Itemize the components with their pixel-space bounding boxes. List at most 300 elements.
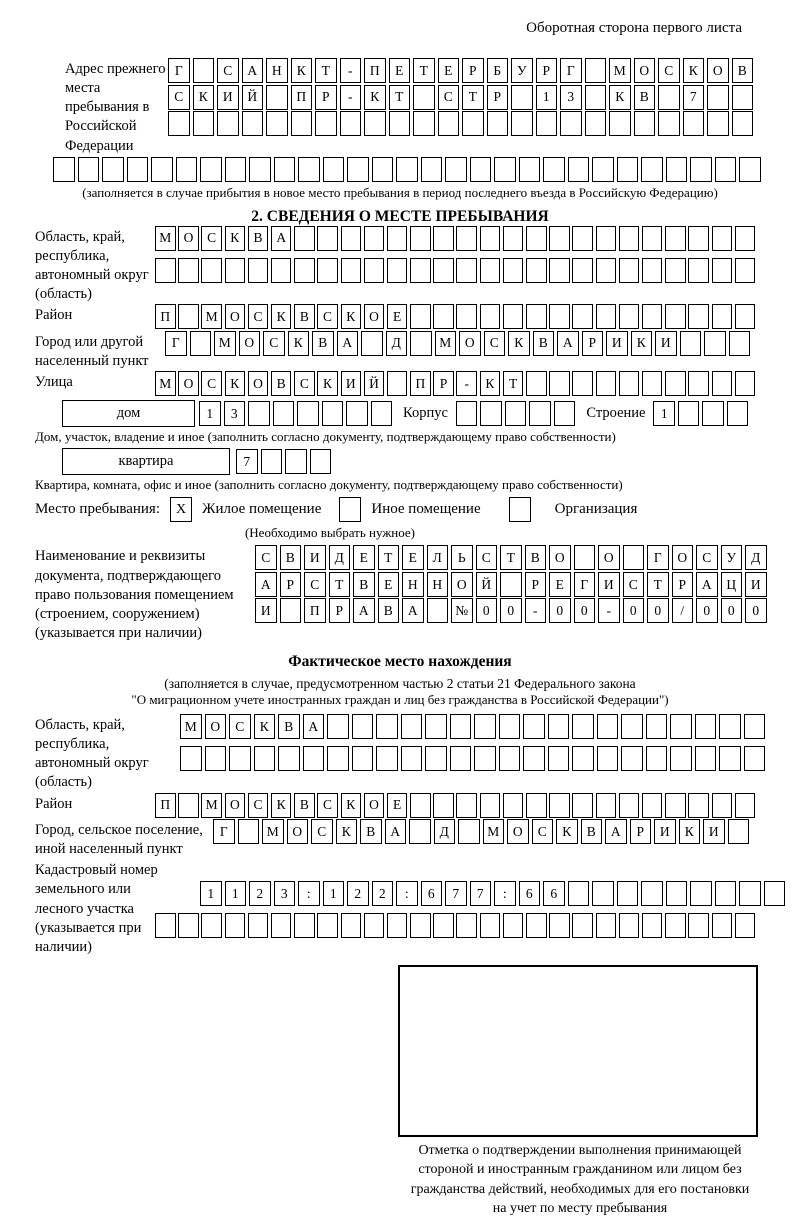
char-box[interactable]: Е bbox=[387, 304, 408, 329]
char-box[interactable]: М bbox=[435, 331, 457, 356]
char-box[interactable] bbox=[688, 793, 709, 818]
char-box[interactable]: И bbox=[217, 85, 239, 110]
char-box[interactable]: А bbox=[337, 331, 359, 356]
char-box[interactable] bbox=[494, 157, 516, 182]
char-box[interactable] bbox=[596, 913, 617, 938]
char-box[interactable]: О bbox=[672, 545, 694, 570]
char-box[interactable] bbox=[298, 157, 320, 182]
char-box[interactable] bbox=[735, 793, 756, 818]
char-box[interactable] bbox=[735, 258, 756, 283]
char-box[interactable]: Р bbox=[280, 572, 302, 597]
char-box[interactable] bbox=[273, 401, 295, 426]
char-box[interactable]: В bbox=[280, 545, 302, 570]
char-box[interactable]: С bbox=[484, 331, 506, 356]
char-box[interactable] bbox=[536, 111, 558, 136]
char-box[interactable]: 1 bbox=[323, 881, 345, 906]
char-box[interactable] bbox=[323, 157, 345, 182]
char-box[interactable] bbox=[178, 793, 199, 818]
char-box[interactable]: 2 bbox=[249, 881, 271, 906]
char-box[interactable] bbox=[190, 331, 212, 356]
char-box[interactable] bbox=[707, 85, 729, 110]
char-box[interactable] bbox=[572, 913, 593, 938]
char-box[interactable]: У bbox=[721, 545, 743, 570]
char-box[interactable] bbox=[592, 881, 614, 906]
char-box[interactable] bbox=[688, 371, 709, 396]
char-box[interactable]: К bbox=[609, 85, 631, 110]
char-box[interactable] bbox=[670, 746, 692, 771]
char-box[interactable] bbox=[425, 746, 447, 771]
char-box[interactable] bbox=[376, 746, 398, 771]
char-box[interactable]: Р bbox=[672, 572, 694, 597]
char-box[interactable]: Г bbox=[574, 572, 596, 597]
char-box[interactable]: С bbox=[255, 545, 277, 570]
char-box[interactable] bbox=[549, 793, 570, 818]
char-box[interactable] bbox=[658, 111, 680, 136]
char-box[interactable]: А bbox=[605, 819, 627, 844]
char-box[interactable] bbox=[548, 746, 570, 771]
char-box[interactable] bbox=[727, 401, 749, 426]
char-box[interactable]: Й bbox=[242, 85, 264, 110]
char-box[interactable]: С bbox=[658, 58, 680, 83]
char-box[interactable] bbox=[585, 111, 607, 136]
char-box[interactable] bbox=[242, 111, 264, 136]
char-box[interactable] bbox=[410, 793, 431, 818]
char-box[interactable] bbox=[341, 913, 362, 938]
char-box[interactable] bbox=[155, 258, 176, 283]
char-box[interactable]: П bbox=[410, 371, 431, 396]
char-box[interactable]: В bbox=[294, 793, 315, 818]
char-box[interactable]: 0 bbox=[476, 598, 498, 623]
char-box[interactable]: К bbox=[480, 371, 501, 396]
char-box[interactable] bbox=[712, 304, 733, 329]
char-box[interactable] bbox=[285, 449, 307, 474]
char-box[interactable] bbox=[248, 401, 270, 426]
char-box[interactable]: С bbox=[317, 304, 338, 329]
char-box[interactable] bbox=[572, 793, 593, 818]
char-box[interactable] bbox=[549, 371, 570, 396]
char-box[interactable] bbox=[560, 111, 582, 136]
char-box[interactable]: Р bbox=[433, 371, 454, 396]
char-box[interactable]: М bbox=[483, 819, 505, 844]
char-box[interactable]: О bbox=[707, 58, 729, 83]
char-box[interactable]: О bbox=[205, 714, 227, 739]
char-box[interactable]: К bbox=[341, 793, 362, 818]
char-box[interactable] bbox=[462, 111, 484, 136]
char-box[interactable]: О bbox=[178, 371, 199, 396]
char-box[interactable]: 1 bbox=[653, 401, 675, 426]
char-box[interactable]: Н bbox=[402, 572, 424, 597]
char-box[interactable] bbox=[193, 111, 215, 136]
char-box[interactable] bbox=[425, 714, 447, 739]
char-box[interactable] bbox=[410, 258, 431, 283]
char-box[interactable] bbox=[678, 401, 700, 426]
char-box[interactable] bbox=[389, 111, 411, 136]
char-box[interactable] bbox=[688, 304, 709, 329]
char-box[interactable] bbox=[151, 157, 173, 182]
char-box[interactable] bbox=[413, 111, 435, 136]
char-box[interactable] bbox=[480, 304, 501, 329]
char-box[interactable] bbox=[728, 819, 750, 844]
char-box[interactable]: Д bbox=[329, 545, 351, 570]
char-box[interactable] bbox=[634, 111, 656, 136]
char-box[interactable]: 3 bbox=[224, 401, 246, 426]
char-box[interactable]: А bbox=[385, 819, 407, 844]
char-box[interactable]: К bbox=[508, 331, 530, 356]
char-box[interactable] bbox=[503, 304, 524, 329]
char-box[interactable] bbox=[519, 157, 541, 182]
char-box[interactable]: О bbox=[451, 572, 473, 597]
char-box[interactable]: К bbox=[341, 304, 362, 329]
char-box[interactable] bbox=[480, 258, 501, 283]
char-box[interactable] bbox=[127, 157, 149, 182]
char-box[interactable]: Т bbox=[503, 371, 524, 396]
char-box[interactable] bbox=[474, 746, 496, 771]
char-box[interactable]: Г bbox=[560, 58, 582, 83]
char-box[interactable] bbox=[456, 913, 477, 938]
char-box[interactable]: Е bbox=[387, 793, 408, 818]
char-box[interactable] bbox=[322, 401, 344, 426]
char-box[interactable] bbox=[278, 746, 300, 771]
char-box[interactable]: : bbox=[396, 881, 418, 906]
char-box[interactable]: С bbox=[476, 545, 498, 570]
char-box[interactable]: Л bbox=[427, 545, 449, 570]
char-box[interactable] bbox=[456, 226, 477, 251]
char-box[interactable]: О bbox=[178, 226, 199, 251]
char-box[interactable] bbox=[480, 913, 501, 938]
char-box[interactable] bbox=[371, 401, 393, 426]
char-box[interactable]: П bbox=[304, 598, 326, 623]
char-box[interactable] bbox=[619, 226, 640, 251]
char-box[interactable]: Е bbox=[402, 545, 424, 570]
char-box[interactable]: М bbox=[180, 714, 202, 739]
char-box[interactable] bbox=[168, 111, 190, 136]
char-box[interactable] bbox=[78, 157, 100, 182]
char-box[interactable]: В bbox=[278, 714, 300, 739]
char-box[interactable]: Р bbox=[630, 819, 652, 844]
char-box[interactable] bbox=[739, 881, 761, 906]
char-box[interactable] bbox=[526, 258, 547, 283]
char-box[interactable]: Е bbox=[549, 572, 571, 597]
char-box[interactable] bbox=[719, 746, 741, 771]
char-box[interactable]: С bbox=[201, 371, 222, 396]
char-box[interactable] bbox=[438, 111, 460, 136]
char-box[interactable]: 6 bbox=[519, 881, 541, 906]
char-box[interactable]: Ц bbox=[721, 572, 743, 597]
char-box[interactable] bbox=[503, 793, 524, 818]
char-box[interactable] bbox=[585, 85, 607, 110]
char-box[interactable] bbox=[526, 371, 547, 396]
char-box[interactable] bbox=[549, 304, 570, 329]
char-box[interactable] bbox=[695, 746, 717, 771]
char-box[interactable] bbox=[670, 714, 692, 739]
char-box[interactable] bbox=[178, 304, 199, 329]
char-box[interactable] bbox=[294, 913, 315, 938]
char-box[interactable] bbox=[341, 226, 362, 251]
char-box[interactable] bbox=[665, 793, 686, 818]
char-box[interactable] bbox=[646, 746, 668, 771]
char-box[interactable]: П bbox=[155, 304, 176, 329]
char-box[interactable] bbox=[450, 714, 472, 739]
char-box[interactable] bbox=[456, 258, 477, 283]
char-box[interactable]: Т bbox=[462, 85, 484, 110]
char-box[interactable] bbox=[554, 401, 576, 426]
char-box[interactable]: О bbox=[248, 371, 269, 396]
char-box[interactable]: Т bbox=[647, 572, 669, 597]
char-box[interactable] bbox=[735, 226, 756, 251]
char-box[interactable] bbox=[410, 331, 432, 356]
char-box[interactable] bbox=[271, 913, 292, 938]
char-box[interactable]: 7 bbox=[470, 881, 492, 906]
char-box[interactable] bbox=[364, 226, 385, 251]
char-box[interactable] bbox=[364, 913, 385, 938]
char-box[interactable]: А bbox=[353, 598, 375, 623]
char-box[interactable] bbox=[433, 793, 454, 818]
char-box[interactable]: / bbox=[672, 598, 694, 623]
char-box[interactable] bbox=[642, 371, 663, 396]
char-box[interactable] bbox=[641, 881, 663, 906]
char-box[interactable]: Г bbox=[165, 331, 187, 356]
char-box[interactable] bbox=[666, 881, 688, 906]
char-box[interactable]: М bbox=[155, 226, 176, 251]
char-box[interactable] bbox=[238, 819, 260, 844]
char-box[interactable] bbox=[421, 157, 443, 182]
char-box[interactable] bbox=[732, 111, 754, 136]
char-box[interactable] bbox=[621, 714, 643, 739]
char-box[interactable]: С bbox=[248, 793, 269, 818]
char-box[interactable] bbox=[294, 226, 315, 251]
char-box[interactable]: Д bbox=[386, 331, 408, 356]
char-box[interactable] bbox=[176, 157, 198, 182]
char-box[interactable]: - bbox=[456, 371, 477, 396]
char-box[interactable] bbox=[352, 746, 374, 771]
char-box[interactable] bbox=[433, 258, 454, 283]
char-box[interactable] bbox=[548, 714, 570, 739]
char-box[interactable]: К bbox=[271, 793, 292, 818]
char-box[interactable]: М bbox=[609, 58, 631, 83]
char-box[interactable]: Б bbox=[487, 58, 509, 83]
char-box[interactable] bbox=[456, 304, 477, 329]
char-box[interactable] bbox=[327, 746, 349, 771]
char-box[interactable] bbox=[396, 157, 418, 182]
char-box[interactable]: И bbox=[341, 371, 362, 396]
char-box[interactable]: : bbox=[494, 881, 516, 906]
char-box[interactable]: В bbox=[732, 58, 754, 83]
char-box[interactable]: К bbox=[556, 819, 578, 844]
char-box[interactable]: О bbox=[507, 819, 529, 844]
char-box[interactable]: - bbox=[598, 598, 620, 623]
char-box[interactable] bbox=[511, 111, 533, 136]
char-box[interactable] bbox=[387, 371, 408, 396]
char-box[interactable]: 0 bbox=[623, 598, 645, 623]
char-box[interactable] bbox=[229, 746, 251, 771]
char-box[interactable] bbox=[568, 157, 590, 182]
char-box[interactable]: - bbox=[340, 85, 362, 110]
char-box[interactable]: Г bbox=[168, 58, 190, 83]
char-box[interactable]: В bbox=[533, 331, 555, 356]
char-box[interactable] bbox=[503, 226, 524, 251]
char-box[interactable] bbox=[680, 331, 702, 356]
char-box[interactable]: В bbox=[378, 598, 400, 623]
char-box[interactable] bbox=[303, 746, 325, 771]
char-box[interactable] bbox=[695, 714, 717, 739]
char-box[interactable] bbox=[707, 111, 729, 136]
char-box[interactable]: С bbox=[217, 58, 239, 83]
char-box[interactable]: А bbox=[557, 331, 579, 356]
char-box[interactable]: И bbox=[598, 572, 620, 597]
char-box[interactable] bbox=[433, 913, 454, 938]
char-box[interactable] bbox=[254, 746, 276, 771]
char-box[interactable] bbox=[102, 157, 124, 182]
char-box[interactable] bbox=[609, 111, 631, 136]
char-box[interactable]: 2 bbox=[347, 881, 369, 906]
char-box[interactable]: М bbox=[262, 819, 284, 844]
char-box[interactable] bbox=[340, 111, 362, 136]
char-box[interactable]: А bbox=[271, 226, 292, 251]
char-box[interactable]: 0 bbox=[574, 598, 596, 623]
char-box[interactable] bbox=[480, 793, 501, 818]
char-box[interactable] bbox=[712, 913, 733, 938]
char-box[interactable]: № bbox=[451, 598, 473, 623]
char-box[interactable] bbox=[596, 793, 617, 818]
char-box[interactable]: 1 bbox=[536, 85, 558, 110]
char-box[interactable] bbox=[201, 258, 222, 283]
char-box[interactable]: А bbox=[696, 572, 718, 597]
char-box[interactable]: О bbox=[225, 304, 246, 329]
char-box[interactable] bbox=[487, 111, 509, 136]
char-box[interactable] bbox=[715, 881, 737, 906]
char-box[interactable] bbox=[433, 304, 454, 329]
char-box[interactable]: С bbox=[623, 572, 645, 597]
char-box[interactable]: С bbox=[696, 545, 718, 570]
char-box[interactable] bbox=[317, 258, 338, 283]
char-box[interactable] bbox=[505, 401, 527, 426]
char-box[interactable]: П bbox=[291, 85, 313, 110]
char-box[interactable] bbox=[572, 371, 593, 396]
char-box[interactable] bbox=[735, 913, 756, 938]
char-box[interactable]: К bbox=[364, 85, 386, 110]
char-box[interactable] bbox=[410, 913, 431, 938]
char-box[interactable]: М bbox=[214, 331, 236, 356]
char-box[interactable]: Е bbox=[389, 58, 411, 83]
char-box[interactable]: Й bbox=[476, 572, 498, 597]
char-box[interactable]: В bbox=[353, 572, 375, 597]
char-box[interactable] bbox=[499, 714, 521, 739]
char-box[interactable]: 0 bbox=[549, 598, 571, 623]
char-box[interactable]: В bbox=[248, 226, 269, 251]
char-box[interactable] bbox=[523, 714, 545, 739]
char-box[interactable] bbox=[712, 793, 733, 818]
char-box[interactable]: О bbox=[634, 58, 656, 83]
char-box[interactable] bbox=[597, 714, 619, 739]
char-box[interactable]: 7 bbox=[236, 449, 258, 474]
char-box[interactable]: М bbox=[155, 371, 176, 396]
char-box[interactable] bbox=[310, 449, 332, 474]
char-box[interactable] bbox=[719, 714, 741, 739]
char-box[interactable] bbox=[596, 226, 617, 251]
char-box[interactable] bbox=[642, 793, 663, 818]
char-box[interactable] bbox=[690, 157, 712, 182]
char-box[interactable] bbox=[178, 913, 199, 938]
char-box[interactable]: С bbox=[248, 304, 269, 329]
char-box[interactable]: А bbox=[402, 598, 424, 623]
char-box[interactable]: 7 bbox=[445, 881, 467, 906]
char-box[interactable] bbox=[592, 157, 614, 182]
char-box[interactable]: И bbox=[606, 331, 628, 356]
char-box[interactable]: К bbox=[254, 714, 276, 739]
char-box[interactable]: С bbox=[317, 793, 338, 818]
char-box[interactable] bbox=[480, 401, 502, 426]
char-box[interactable] bbox=[690, 881, 712, 906]
char-box[interactable] bbox=[372, 157, 394, 182]
char-box[interactable]: 0 bbox=[500, 598, 522, 623]
char-box[interactable] bbox=[744, 746, 766, 771]
char-box[interactable] bbox=[523, 746, 545, 771]
char-box[interactable]: 1 bbox=[225, 881, 247, 906]
char-box[interactable] bbox=[409, 819, 431, 844]
char-box[interactable] bbox=[261, 449, 283, 474]
char-box[interactable] bbox=[619, 304, 640, 329]
char-box[interactable] bbox=[341, 258, 362, 283]
char-box[interactable]: В bbox=[312, 331, 334, 356]
char-box[interactable] bbox=[744, 714, 766, 739]
char-box[interactable]: Г bbox=[213, 819, 235, 844]
char-box[interactable] bbox=[470, 157, 492, 182]
char-box[interactable] bbox=[642, 258, 663, 283]
char-box[interactable]: Р bbox=[315, 85, 337, 110]
char-box[interactable] bbox=[619, 371, 640, 396]
char-box[interactable]: К bbox=[225, 226, 246, 251]
char-box[interactable] bbox=[641, 157, 663, 182]
char-box[interactable] bbox=[597, 746, 619, 771]
char-box[interactable]: Т bbox=[315, 58, 337, 83]
char-box[interactable] bbox=[526, 304, 547, 329]
char-box[interactable] bbox=[712, 226, 733, 251]
char-box[interactable]: И bbox=[703, 819, 725, 844]
char-box[interactable]: О bbox=[549, 545, 571, 570]
char-box[interactable] bbox=[511, 85, 533, 110]
char-box[interactable] bbox=[178, 258, 199, 283]
char-box[interactable] bbox=[572, 226, 593, 251]
char-box[interactable] bbox=[665, 371, 686, 396]
char-box[interactable] bbox=[729, 331, 751, 356]
char-box[interactable] bbox=[665, 226, 686, 251]
char-box[interactable] bbox=[500, 572, 522, 597]
char-box[interactable] bbox=[364, 111, 386, 136]
char-box[interactable] bbox=[619, 258, 640, 283]
char-box[interactable]: С bbox=[168, 85, 190, 110]
char-box[interactable] bbox=[735, 304, 756, 329]
char-box[interactable]: И bbox=[255, 598, 277, 623]
char-box[interactable] bbox=[712, 371, 733, 396]
char-box[interactable]: С bbox=[438, 85, 460, 110]
char-box[interactable] bbox=[549, 913, 570, 938]
char-box[interactable]: Т bbox=[413, 58, 435, 83]
char-box[interactable] bbox=[376, 714, 398, 739]
char-box[interactable] bbox=[387, 913, 408, 938]
char-box[interactable]: 3 bbox=[560, 85, 582, 110]
char-box[interactable] bbox=[317, 226, 338, 251]
char-box[interactable]: С bbox=[311, 819, 333, 844]
char-box[interactable] bbox=[200, 157, 222, 182]
char-box[interactable] bbox=[225, 157, 247, 182]
char-box[interactable]: Р bbox=[525, 572, 547, 597]
char-box[interactable] bbox=[572, 258, 593, 283]
char-box[interactable] bbox=[619, 913, 640, 938]
char-box[interactable]: К bbox=[225, 371, 246, 396]
char-box[interactable] bbox=[574, 545, 596, 570]
char-box[interactable]: О bbox=[239, 331, 261, 356]
char-box[interactable] bbox=[205, 746, 227, 771]
